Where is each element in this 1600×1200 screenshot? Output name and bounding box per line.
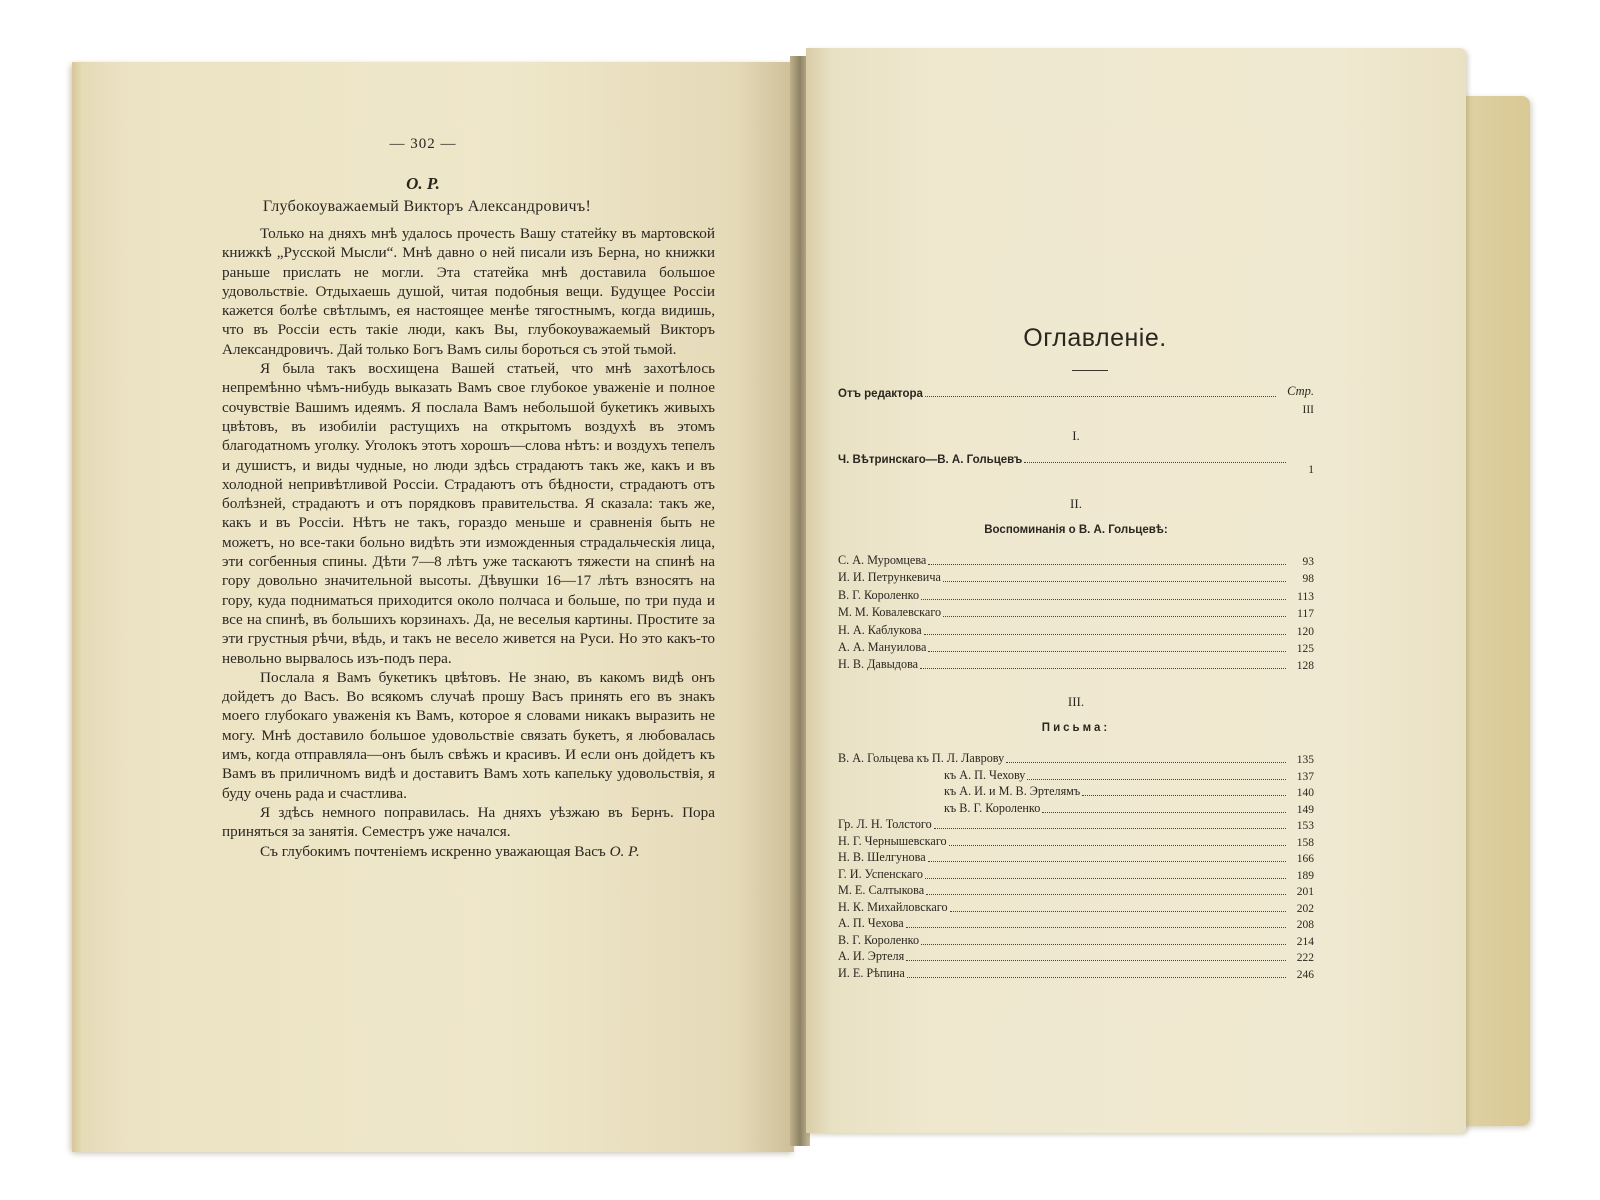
toc-entry-name: В. Г. Короленко	[838, 932, 920, 947]
leader-dots	[906, 959, 1286, 961]
leader-dots	[924, 633, 1286, 635]
leader-dots	[928, 860, 1286, 862]
toc-entry-name: В. Г. Короленко	[838, 587, 920, 602]
toc-entry	[838, 767, 1314, 783]
toc-entry-name: Н. К. Михайловскаго	[838, 899, 948, 914]
toc-entry-page: 153	[1296, 820, 1314, 832]
leader-dots	[950, 910, 1286, 912]
toc-entry-page: 120	[1296, 625, 1314, 638]
toc-entry	[838, 552, 1314, 568]
toc-entry	[838, 816, 1314, 832]
leader-dots	[1042, 811, 1286, 813]
leader-dots	[920, 667, 1286, 669]
letter-paragraph: Я была такъ восхищена Вашей статьей, что мнѣ захотѣлось непремѣнно чѣмъ-нибудь выказать Вамъ свое глубокое уваженіе и полное сочувствіе Вашимъ идеямъ. Я послала Вамъ небольшой букетикъ живыхъ цвѣтовъ, въ изобиліи растущихъ на открытомъ воздухѣ въ этомъ благодатномъ уголку. Уголокъ этотъ хорошъ—слова нѣтъ: и воздухъ тепелъ и душистъ, и виды чудные, но люди здѣсь страдаютъ такъ же, какъ и въ холодной непривѣтливой Россіи. Страдаютъ отъ бѣдности, страдаютъ отъ болѣзней, страдаютъ и отъ порядковъ правительства. Я сказала: такъ же, какъ и въ Россіи. Нѣтъ не такъ, гораздо меньше и сравненія быть не можетъ, но все-таки больно видѣть эти изможденныя страдальческія лица, эти согбенныя спины. Дѣти 7—8 лѣтъ уже таскаютъ тяжести на спинѣ на гору довольно значительной высоты. Дѣвушки 16—17 лѣтъ взносятъ на гору, куда подниматься приходится около полчаса и больше, по три пуда и все на спинѣ, въ большихъ корзинахъ. Да, не веселыя картины. Простите за эти грустныя рѣчи, вѣдь, и такъ не весело живется на Руси. Но это какъ-то невольно вырвалось изъ-подъ пера.	[222, 360, 715, 667]
toc-entry-page: 135	[1296, 754, 1314, 766]
leader-dots	[840, 412, 1286, 413]
table-of-contents	[838, 384, 1314, 1024]
leader-dots	[921, 598, 1286, 600]
letter-salutation: Глубокоуважаемый Викторъ Александровичъ!	[262, 198, 592, 215]
leader-dots	[925, 395, 1276, 397]
toc-entry-page: III	[1302, 404, 1314, 416]
toc-entry	[838, 750, 1314, 766]
leader-dots	[1006, 761, 1286, 763]
leader-dots	[1027, 778, 1286, 780]
toc-entry-name: Г. И. Успенскаго	[838, 866, 924, 881]
page-number: — 302 —	[389, 136, 457, 152]
toc-entry	[838, 587, 1314, 603]
section-heading: Воспоминанія о В. А. Гольцевѣ:	[984, 524, 1168, 536]
leader-dots	[943, 615, 1286, 617]
leader-dots	[925, 877, 1286, 879]
toc-entry-name: И. И. Петрункевича	[838, 570, 941, 585]
toc-entry-name: Отъ редактора	[838, 388, 923, 400]
toc-entry-page: 140	[1296, 787, 1314, 799]
closing-signature: О. Р.	[609, 842, 640, 860]
toc-entry-name: Н. В. Давыдова	[838, 657, 919, 672]
letter-body	[222, 224, 715, 861]
letter-author-heading: О. Р.	[406, 174, 440, 193]
toc-entry-page: 208	[1296, 919, 1314, 931]
toc-entry	[838, 932, 1314, 948]
toc-entry	[838, 882, 1314, 898]
toc-entry	[838, 450, 1314, 476]
leader-dots	[926, 893, 1286, 895]
toc-entry	[838, 656, 1314, 672]
section-number: III.	[1067, 694, 1085, 709]
toc-entry	[838, 849, 1314, 865]
letter-paragraph: Только на дняхъ мнѣ удалось прочесть Вашу статейку въ мартовской книжкѣ „Русской Мысли“. Мнѣ давно о ней писали изъ Берна, но книжки раньше прислать не могли. Эта статейка мнѣ доставила большое удовольствіе. Отдыхаешь душой, читая подобныя вещи. Будущее Россіи кажется болѣе свѣтлымъ, ея настоящее менѣе тягостнымъ, когда видишь, что въ Россіи есть такіе люди, какъ Вы, глубокоуважаемый Викторъ Александровичъ. Дай только Богъ Вамъ силы бороться съ этой тьмой.	[222, 225, 715, 358]
section-number: I.	[1072, 428, 1080, 443]
toc-entry-page: 149	[1296, 803, 1314, 816]
toc-entry-name: А. А. Мануилова	[838, 640, 927, 654]
toc-entry-page: 214	[1296, 935, 1314, 948]
toc-entry	[838, 622, 1314, 638]
toc-entry-page: 128	[1296, 660, 1314, 673]
toc-entry-page: 98	[1302, 573, 1314, 586]
toc-entry	[838, 604, 1314, 620]
toc-entry-name: В. А. Гольцева къ П. Л. Лаврову	[838, 751, 1005, 765]
leader-dots	[907, 976, 1286, 978]
closing-text: Съ глубокимъ почтеніемъ искренно уважающая Васъ	[260, 842, 606, 860]
toc-entry-page: 189	[1296, 869, 1314, 882]
toc-entry-page: 117	[1297, 608, 1314, 621]
letter-paragraph: Послала я Вамъ букетикъ цвѣтовъ. Не знаю, въ какомъ видѣ онъ дойдетъ до Васъ. Во всякомъ случаѣ прошу Васъ принять его въ знакъ моего глубокаго уваженія къ Вамъ, которое я словами никакъ выразить не могу. Мнѣ доставило большое удовольствіе связать букетъ, я любовалась имъ, когда отправляла—онъ былъ свѣжъ и красивъ. И если онъ дойдетъ къ Вамъ въ приличномъ видѣ и доставитъ Вамъ хоть капельку удовольствія, я буду очень рада и счастлива.	[222, 668, 715, 802]
toc-entry-page: 222	[1296, 952, 1314, 964]
toc-entry-page: 202	[1296, 902, 1314, 915]
toc-entry	[838, 965, 1314, 981]
toc-entry-name: И. Е. Рѣпина	[838, 965, 905, 980]
leader-dots	[943, 580, 1286, 582]
toc-entry-name: къ А. П. Чехову	[944, 767, 1026, 782]
toc-title: Оглавленіе.	[1023, 324, 1167, 352]
toc-entry	[838, 783, 1314, 799]
toc-entry-page: 246	[1296, 968, 1314, 981]
toc-entry-page: 166	[1296, 853, 1314, 865]
toc-entry-name: Н. А. Каблукова	[838, 622, 922, 637]
letter-closing	[222, 842, 715, 861]
toc-entry	[838, 569, 1314, 585]
toc-entry-name: А. И. Эртеля	[838, 949, 905, 963]
toc-entry-page: 93	[1302, 556, 1314, 568]
leader-dots	[928, 650, 1286, 652]
toc-entry	[838, 384, 1314, 400]
toc-entry-name: С. А. Муромцева	[838, 553, 927, 567]
toc-entry-name: А. П. Чехова	[838, 916, 904, 930]
toc-entry-name: къ А. И. и М. В. Эртелямъ	[944, 784, 1081, 798]
toc-entry-name: М. М. Ковалевскаго	[838, 605, 942, 620]
toc-entry	[838, 948, 1314, 964]
leader-dots	[928, 563, 1286, 565]
toc-entry-page: 113	[1297, 590, 1314, 603]
toc-entry-name: М. Е. Салтыкова	[838, 883, 925, 897]
letter-paragraph: Я здѣсь немного поправилась. На дняхъ уѣзжаю въ Бернъ. Пора приняться за занятія. Семестръ уже начался.	[222, 803, 715, 841]
section-number: II.	[1070, 496, 1082, 511]
toc-entry-name: къ В. Г. Короленко	[944, 800, 1041, 815]
toc-entry	[838, 899, 1314, 915]
toc-entry-name: Гр. Л. Н. Толстого	[838, 817, 932, 831]
toc-entry-page: 137	[1296, 770, 1314, 783]
toc-entry-page: 158	[1296, 836, 1314, 849]
toc-entry	[838, 639, 1314, 655]
page-column-label: Стр.	[1287, 384, 1314, 398]
leader-dots	[949, 844, 1286, 846]
leader-dots	[934, 827, 1286, 829]
toc-entry	[838, 915, 1314, 931]
toc-entry	[838, 866, 1314, 882]
toc-entry	[838, 833, 1314, 849]
leader-dots	[1024, 461, 1286, 463]
toc-entry-page-row	[838, 400, 1314, 416]
leader-dots	[1082, 794, 1286, 796]
toc-entry	[838, 800, 1314, 816]
toc-entry-page: 1	[1308, 464, 1314, 476]
toc-entry-name: Н. Г. Чернышевскаго	[838, 833, 947, 848]
leader-dots	[906, 926, 1286, 928]
toc-entry-name: Н. В. Шелгунова	[838, 850, 926, 864]
leader-dots	[921, 943, 1286, 945]
section-heading: Письма:	[1041, 722, 1111, 734]
title-rule	[1072, 370, 1108, 371]
toc-entry-page: 201	[1296, 886, 1314, 898]
toc-entry-page: 125	[1296, 643, 1314, 655]
toc-entry-name: Ч. Вѣтринскаго—В. А. Гольцевъ	[838, 454, 1023, 466]
